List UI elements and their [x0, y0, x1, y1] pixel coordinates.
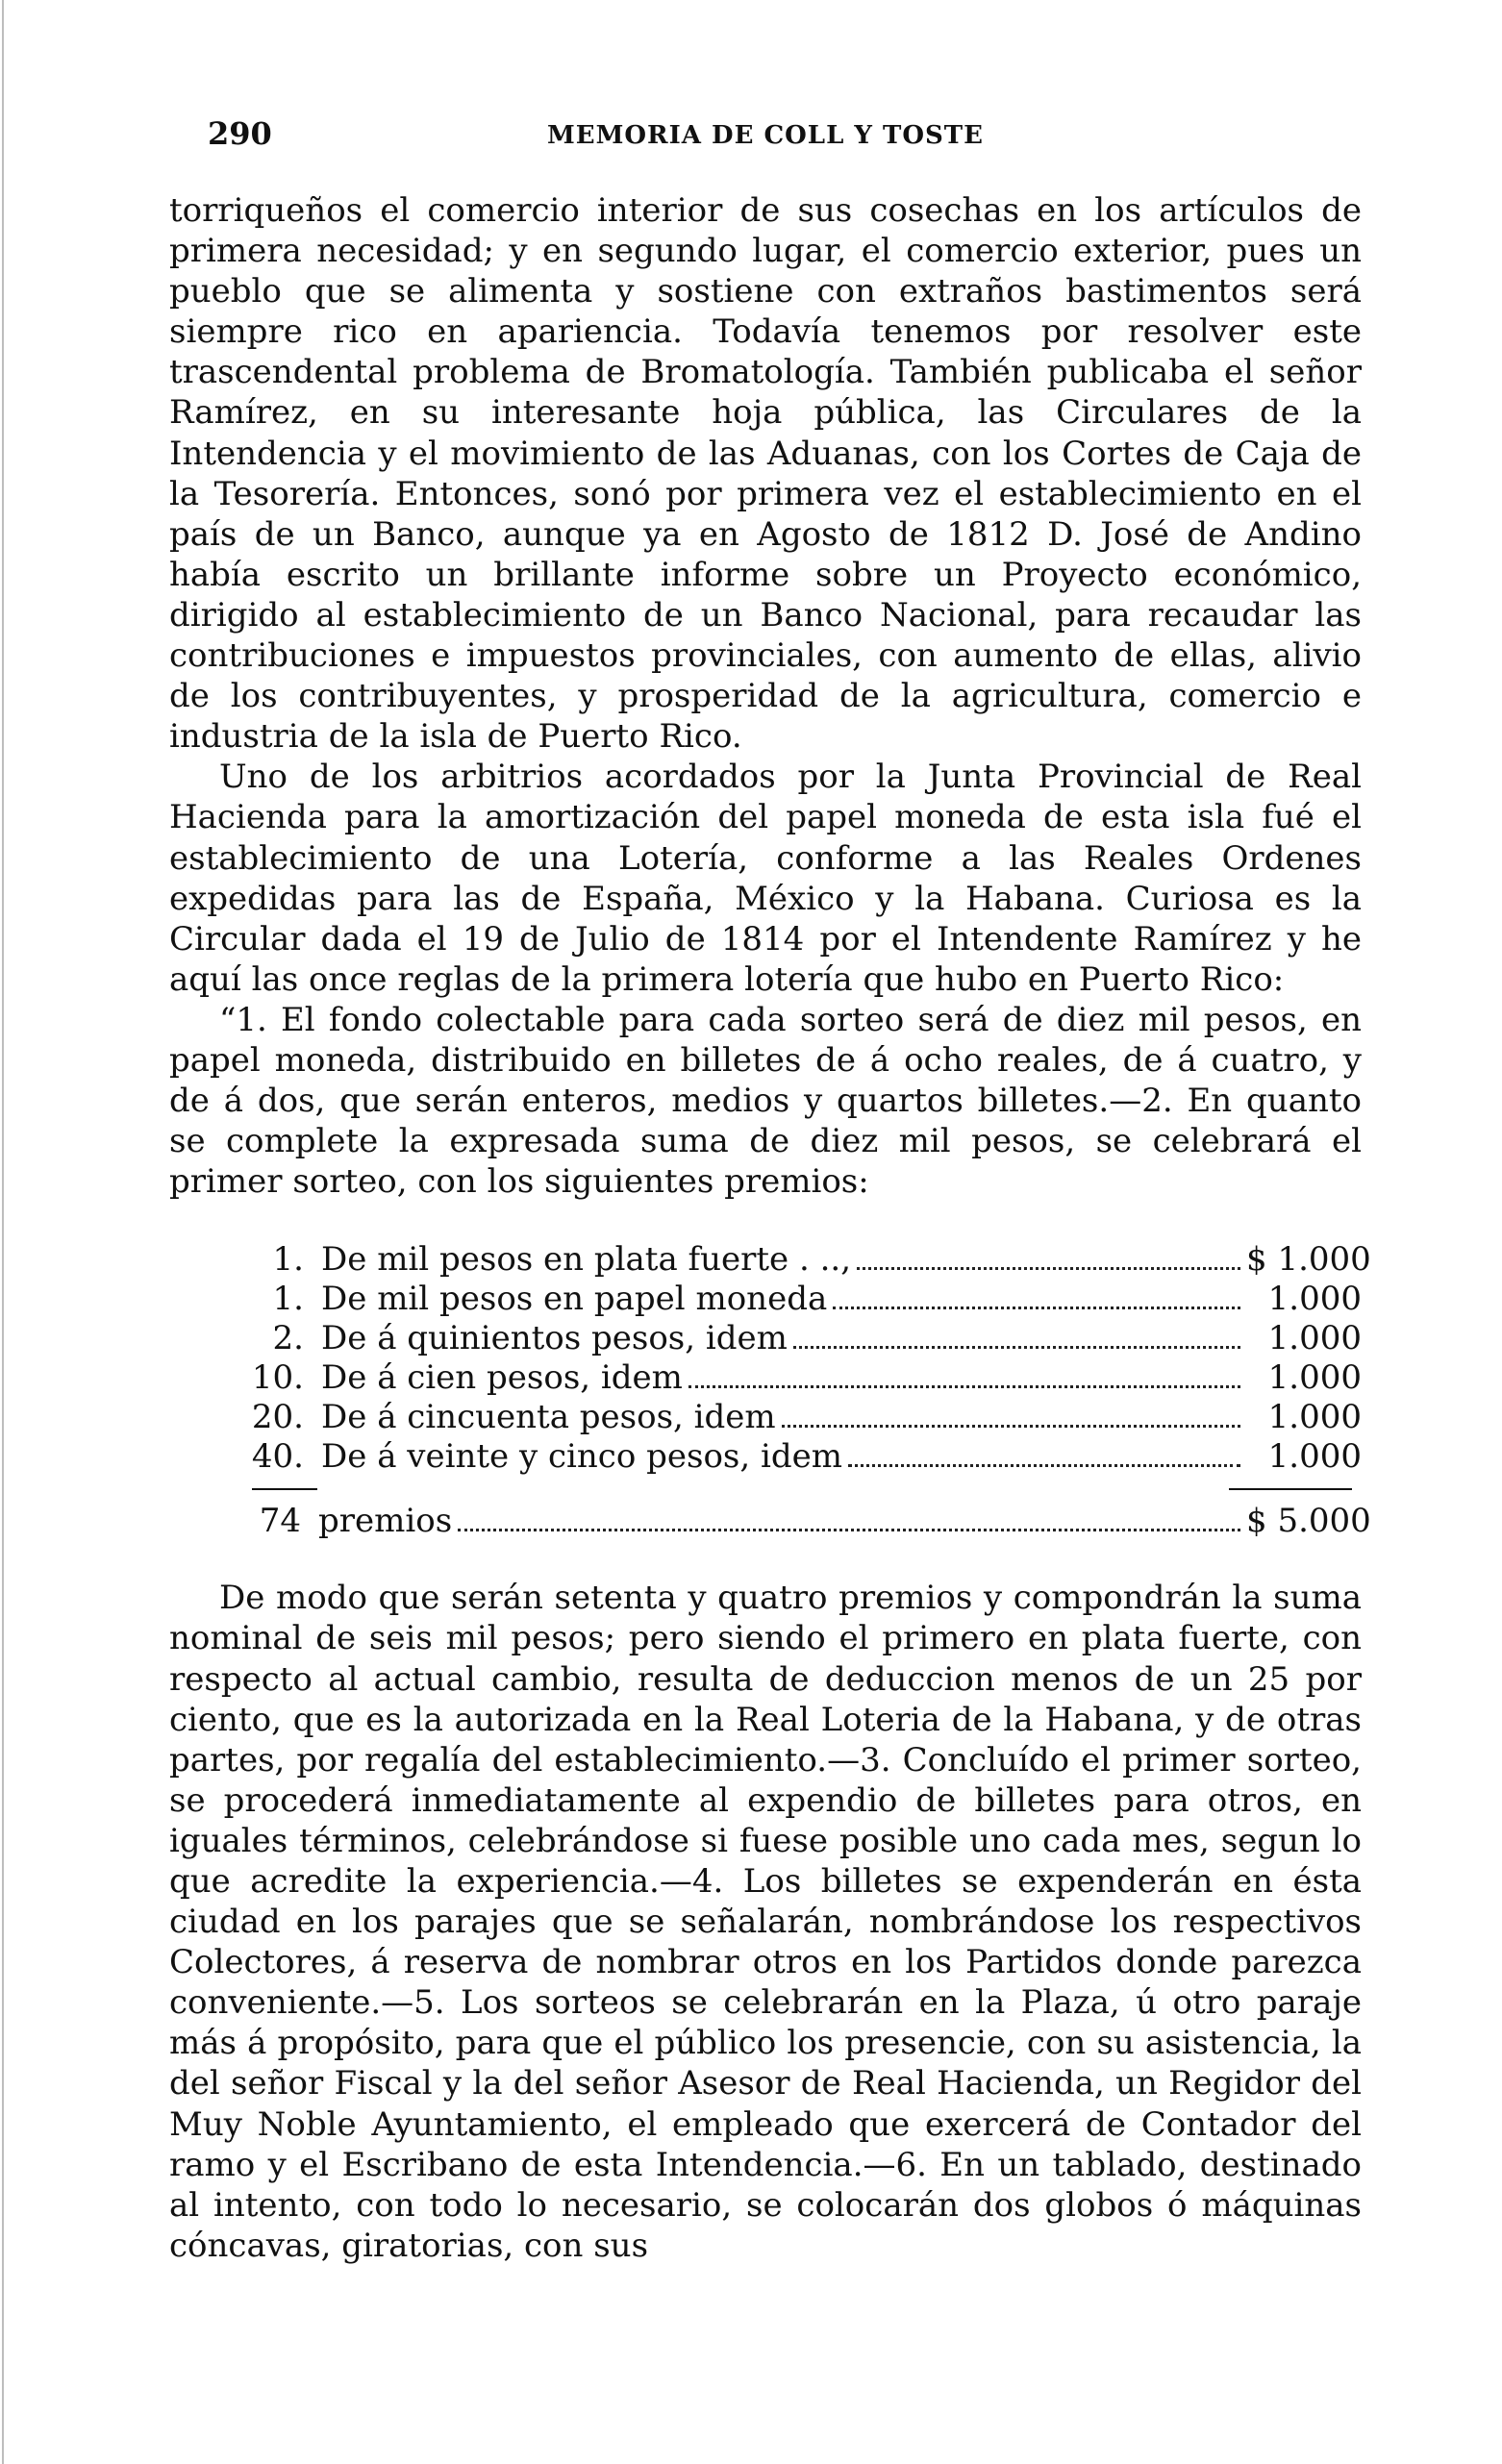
prize-amount: $ 1.000 — [1246, 1240, 1371, 1280]
prize-row — [169, 1358, 1362, 1398]
total-quantity: 74 — [259, 1502, 301, 1541]
dot-leader — [848, 1464, 1240, 1467]
prize-quantity: 1. — [272, 1240, 304, 1280]
prize-quantity: 10. — [251, 1358, 304, 1398]
prize-row — [169, 1398, 1362, 1437]
prize-quantity: 20. — [251, 1398, 304, 1437]
dot-leader — [857, 1267, 1240, 1270]
dot-leader — [793, 1346, 1240, 1349]
total-amount: $ 5.000 — [1246, 1502, 1371, 1541]
prize-description: De á cien pesos, idem — [321, 1358, 683, 1398]
prize-total-row — [169, 1502, 1371, 1541]
prize-quantity: 1. — [272, 1280, 304, 1319]
paragraph-4: De modo que serán setenta y quatro premios y compondrán la suma nominal de seis mil pesos; pero siendo el primero en plata fuerte, con respecto al actual cambio, resulta de deduccion menos de un 25 por ciento, que es la autorizada en la Real Loteria de la Habana, y de otras partes, por regalía del establecimiento.—3. Concluído el primer sorteo, se procederá inmediatamente al expendio de billetes para otros, en iguales términos, celebrándose si fuese posible uno cada mes, segun lo que acredite la experiencia.—4. Los billetes se expenderán en ésta ciudad en los parajes que se señalarán, nombrándose los respectivos Colectores, á reserva de nombrar otros en los Partidos donde parezca conveniente.—5. Los sorteos se celebrarán en la Plaza, ú otro paraje más á propósito, para que el público los presencie, con su asistencia, la del señor Fiscal y la del señor Asesor de Real Hacienda, un Regidor del Muy Noble Ayuntamiento, el empleado que exercerá de Contador del ramo y el Escribano de esta Intendencia.—6. En un tablado, destinado al intento, con todo lo necesario, se colocarán dos globos ó máquinas cóncavas, giratorias, con sus — [169, 1579, 1362, 2265]
prize-description: De á cincuenta pesos, idem — [321, 1398, 776, 1437]
page-header — [169, 115, 1362, 173]
spacer — [169, 1541, 1362, 1578]
prize-amount: 1.000 — [1267, 1398, 1362, 1437]
total-rule — [169, 1477, 1362, 1502]
prize-quantity: 40. — [251, 1437, 304, 1477]
paragraph-2: Uno de los arbitrios acordados por la Junta Provincial de Real Hacienda para la amortización del papel moneda de esta isla fué el establecimiento de una Lotería, conforme a las Reales Ordenes expedidas para las de España, México y la Habana. Curiosa es la Circular dada el 19 de Julio de 1814 por el Intendente Ramírez y he aquí las once reglas de la primera lotería que hubo en Puerto Rico: — [169, 758, 1362, 999]
dot-leader — [458, 1529, 1240, 1531]
paragraph-3: “1. El fondo colectable para cada sorteo será de diez mil pesos, en papel moneda, distribuido en billetes de á ocho reales, de á cuatro, y de á dos, que serán enteros, medios y quartos billetes.—2. En quanto se complete la expresada suma de diez mil pesos, se celebrará el primer sorteo, con los siguientes premios: — [169, 1000, 1362, 1202]
prize-description: De mil pesos en papel moneda — [321, 1280, 828, 1319]
dot-leader — [782, 1425, 1240, 1428]
dot-leader — [833, 1307, 1240, 1309]
prize-quantity: 2. — [272, 1319, 304, 1358]
page-edge-rule — [2, 0, 4, 2464]
prize-row — [169, 1319, 1362, 1358]
prize-amount: 1.000 — [1267, 1358, 1362, 1398]
prize-description: De á quinientos pesos, idem — [321, 1319, 788, 1358]
running-title: MEMORIA DE COLL Y TOSTE — [547, 121, 984, 150]
total-description: premios — [318, 1502, 453, 1541]
prize-row — [169, 1240, 1371, 1280]
paragraph-1: torriqueños el comercio interior de sus cosechas en los artículos de primera necesidad; y en segundo lugar, el comercio exterior, pues un pueblo que se alimenta y sostiene con extraños bastimentos será siempre rico en apariencia. Todavía tenemos por resolver este trascendental problema de Bromatología. También publicaba el señor Ramírez, en su interesante hoja pública, las Circulares de la Intendencia y el movimiento de las Aduanas, con los Cortes de Caja de la Tesorería. Entonces, sonó por primera vez el establecimiento en el país de un Banco, aunque ya en Agosto de 1812 D. José de Andino había escrito un brillante informe sobre un Proyecto económico, dirigido al establecimiento de un Banco Nacional, para recaudar las contribuciones e impuestos provinciales, con aumento de ellas, alivio de los contribuyentes, y prosperidad de la agricultura, comercio e industria de la isla de Puerto Rico. — [169, 191, 1362, 757]
dot-leader — [688, 1385, 1240, 1388]
prize-description: De á veinte y cinco pesos, idem — [321, 1437, 842, 1477]
page-number: 290 — [208, 115, 272, 152]
total-rule-right — [1229, 1488, 1352, 1490]
prize-table — [169, 1240, 1371, 1541]
prize-row — [169, 1280, 1362, 1319]
prize-description: De mil pesos en plata fuerte . .., — [321, 1240, 852, 1280]
prize-amount: 1.000 — [1267, 1280, 1362, 1319]
prize-amount: 1.000 — [1267, 1319, 1362, 1358]
prize-row — [169, 1437, 1362, 1477]
total-rule-left — [252, 1488, 317, 1490]
prize-amount: 1.000 — [1267, 1437, 1362, 1477]
book-page — [169, 115, 1371, 2266]
